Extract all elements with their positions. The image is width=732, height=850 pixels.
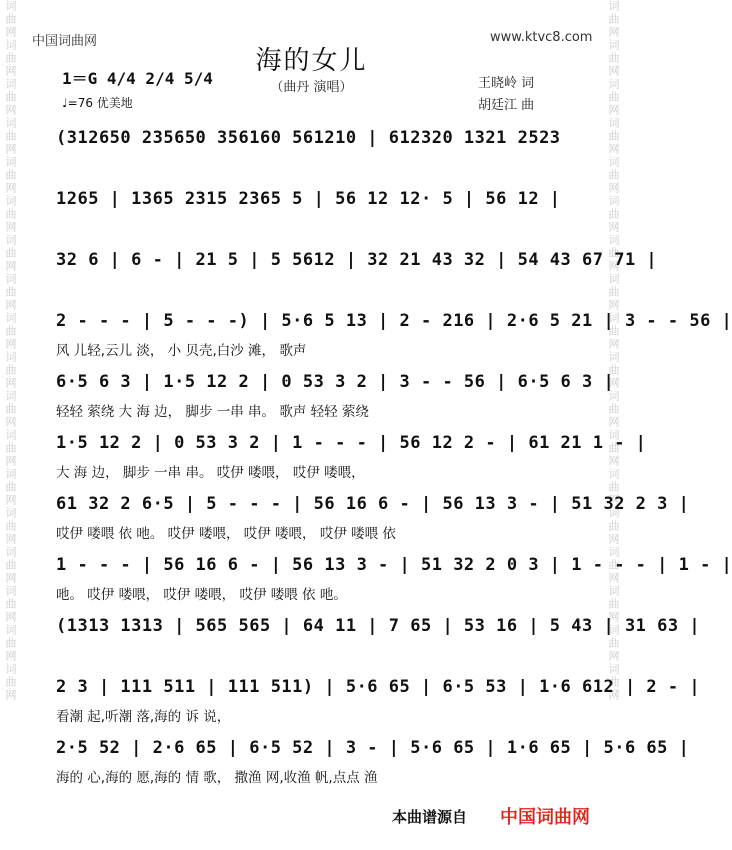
notation-row: 2 - - - | 5 - - -) | 5·6 5 13 | 2 - 216 | 2·6 5 21 | 3 - - 56 |	[56, 311, 732, 331]
lyric-row: 哎伊 喽喂 依 吔。 哎伊 喽喂， 哎伊 喽喂， 哎伊 喽喂 依	[56, 526, 396, 542]
site-url-right: www.ktvc8.com	[490, 30, 593, 45]
right-watermark: 词曲网词曲网词曲网词曲网词曲网词曲网词曲网词曲网词曲网词曲网词曲网词曲网词曲网词曲网词曲网词曲网词曲网词曲网	[607, 0, 620, 702]
lyric-row: 海的 心,海的 愿,海的 情 歌， 撒渔 网,收渔 帆,点点 渔	[56, 770, 378, 786]
notation-row: 2·5 52 | 2·6 65 | 6·5 52 | 3 - | 5·6 65 | 1·6 65 | 5·6 65 |	[56, 738, 690, 758]
notation-row: 1 - - - | 56 16 6 - | 56 13 3 - | 51 32 2 0 3 | 1 - - - | 1 - |	[56, 555, 732, 575]
footer-source-label: 本曲谱源自	[392, 808, 468, 826]
lyric-row: 风 儿轻,云儿 淡， 小 贝壳,白沙 滩， 歌声	[56, 343, 307, 359]
notation-row: 2 3 | 111 511 | 111 511) | 5·6 65 | 6·5 53 | 1·6 612 | 2 - |	[56, 677, 701, 697]
lyric-row: 吔。 哎伊 喽喂， 哎伊 喽喂， 哎伊 喽喂 依 吔。	[56, 587, 347, 603]
site-name-left: 中国词曲网	[32, 34, 98, 49]
notation-row: (312650 235650 356160 561210 | 612320 1321 2523	[56, 128, 561, 148]
lyric-row: 轻轻 萦绕 大 海 边， 脚步 一串 串。 歌声 轻轻 萦绕	[56, 404, 369, 420]
notation-row: 61 32 2 6·5 | 5 - - - | 56 16 6 - | 56 13 3 - | 51 32 2 3 |	[56, 494, 690, 514]
song-performer: （曲丹 演唱）	[270, 80, 353, 95]
left-watermark: 词曲网词曲网词曲网词曲网词曲网词曲网词曲网词曲网词曲网词曲网词曲网词曲网词曲网词曲网词曲网词曲网词曲网词曲网	[4, 0, 17, 702]
notation-row: 32 6 | 6 - | 21 5 | 5 5612 | 32 21 43 32 | 54 43 67 71 |	[56, 250, 658, 270]
key-meter: 1＝G 4/4 2/4 5/4	[62, 69, 213, 88]
notation-row: 1265 | 1365 2315 2365 5 | 56 12 12· 5 | 56 12 |	[56, 189, 561, 209]
notation-row: 1·5 12 2 | 0 53 3 2 | 1 - - - | 56 12 2 - | 61 21 1 - |	[56, 433, 647, 453]
lyricist-credit: 王晓岭 词	[478, 76, 535, 91]
lyric-row: 看潮 起,听潮 落,海的 诉 说，	[56, 709, 231, 725]
lyric-row: 大 海 边， 脚步 一串 串。 哎伊 喽喂， 哎伊 喽喂，	[56, 465, 365, 481]
composer-credit: 胡廷江 曲	[478, 98, 535, 113]
footer-source-site: 中国词曲网	[500, 807, 590, 828]
notation-row: (1313 1313 | 565 565 | 64 11 | 7 65 | 53 16 | 5 43 | 31 63 |	[56, 616, 701, 636]
song-title: 海的女儿	[255, 46, 368, 76]
tempo-marking: ♩=76 优美地	[62, 96, 133, 110]
notation-row: 6·5 6 3 | 1·5 12 2 | 0 53 3 2 | 3 - - 56 | 6·5 6 3 |	[56, 372, 615, 392]
